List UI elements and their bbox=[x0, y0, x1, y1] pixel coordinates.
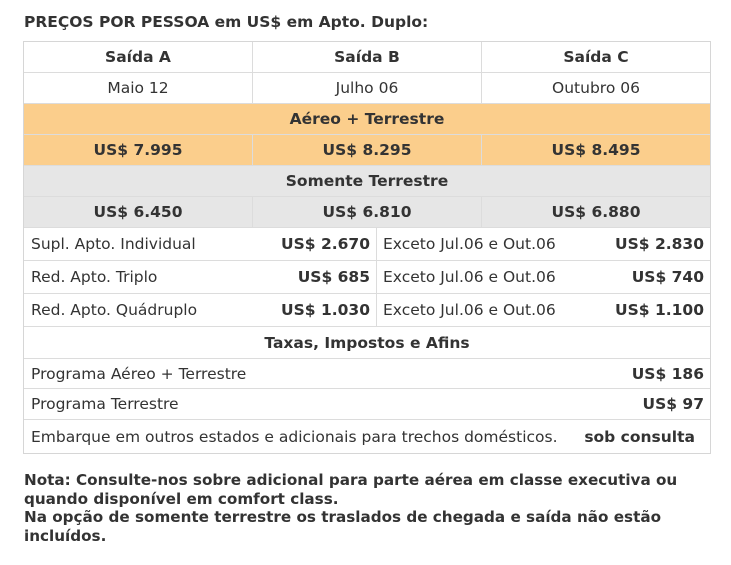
supplement-except-label: Exceto Jul.06 e Out.06 bbox=[383, 268, 556, 286]
land-only-price: US$ 6.450 bbox=[24, 197, 253, 227]
supplement-value: US$ 685 bbox=[280, 261, 377, 293]
taxes-title: Taxas, Impostos e Afins bbox=[264, 333, 470, 352]
land-only-prices-row bbox=[24, 197, 710, 228]
supplement-row bbox=[24, 261, 710, 294]
supplement-label: Red. Apto. Triplo bbox=[31, 268, 158, 286]
departure-date: Outubro 06 bbox=[552, 79, 640, 97]
tax-row bbox=[24, 389, 710, 420]
air-land-price: US$ 8.295 bbox=[253, 135, 482, 165]
supplement-value: US$ 2.670 bbox=[280, 228, 377, 260]
supplement-label: Supl. Apto. Individual bbox=[31, 235, 196, 253]
tax-row bbox=[24, 359, 710, 389]
price-table bbox=[23, 41, 711, 454]
note bbox=[24, 471, 714, 545]
supplement-except-value: US$ 2.830 bbox=[615, 235, 704, 253]
air-land-title: Aéreo + Terrestre bbox=[289, 110, 445, 128]
tax-value: sob consulta bbox=[584, 427, 695, 446]
air-land-price: US$ 8.495 bbox=[551, 141, 641, 159]
supplement-except-value: US$ 1.100 bbox=[615, 301, 704, 319]
note-line: Nota: Consulte-nos sobre adicional para parte aérea em classe executiva ou quando disponível em comfort class. bbox=[24, 471, 678, 508]
air-land-prices-row bbox=[24, 135, 710, 166]
page-title: PREÇOS POR PESSOA em US$ em Apto. Duplo: bbox=[24, 13, 429, 31]
air-land-title-row bbox=[24, 104, 710, 135]
supplement-value: US$ 1.030 bbox=[280, 294, 377, 326]
departures-header-row bbox=[24, 42, 710, 73]
supplement-label: Red. Apto. Quádruplo bbox=[31, 301, 198, 319]
departure-date: Maio 12 bbox=[24, 73, 253, 103]
supplement-row bbox=[24, 294, 710, 327]
note-line: Na opção de somente terrestre os traslados de chegada e saída não estão incluídos. bbox=[24, 508, 662, 545]
taxes-title-row bbox=[24, 327, 710, 359]
air-land-price: US$ 7.995 bbox=[24, 135, 253, 165]
tax-row bbox=[24, 420, 710, 453]
land-only-title-row bbox=[24, 166, 710, 197]
departure-date: Julho 06 bbox=[253, 73, 482, 103]
tax-label: Programa Terrestre bbox=[31, 395, 179, 413]
departure-name: Saída A bbox=[24, 42, 253, 72]
land-only-price: US$ 6.880 bbox=[551, 203, 641, 221]
supplement-except-value: US$ 740 bbox=[631, 268, 704, 286]
tax-label: Programa Aéreo + Terrestre bbox=[31, 364, 247, 383]
supplement-except-label: Exceto Jul.06 e Out.06 bbox=[383, 235, 556, 253]
tax-label: Embarque em outros estados e adicionais para trechos domésticos. bbox=[31, 427, 558, 446]
land-only-title: Somente Terrestre bbox=[285, 172, 449, 190]
tax-value: US$ 186 bbox=[631, 364, 704, 383]
departure-name: Saída C bbox=[563, 48, 629, 66]
supplement-except-label: Exceto Jul.06 e Out.06 bbox=[383, 301, 556, 319]
supplement-row bbox=[24, 228, 710, 261]
tax-value: US$ 97 bbox=[642, 395, 704, 413]
departures-date-row bbox=[24, 73, 710, 104]
land-only-price: US$ 6.810 bbox=[253, 197, 482, 227]
departure-name: Saída B bbox=[253, 42, 482, 72]
